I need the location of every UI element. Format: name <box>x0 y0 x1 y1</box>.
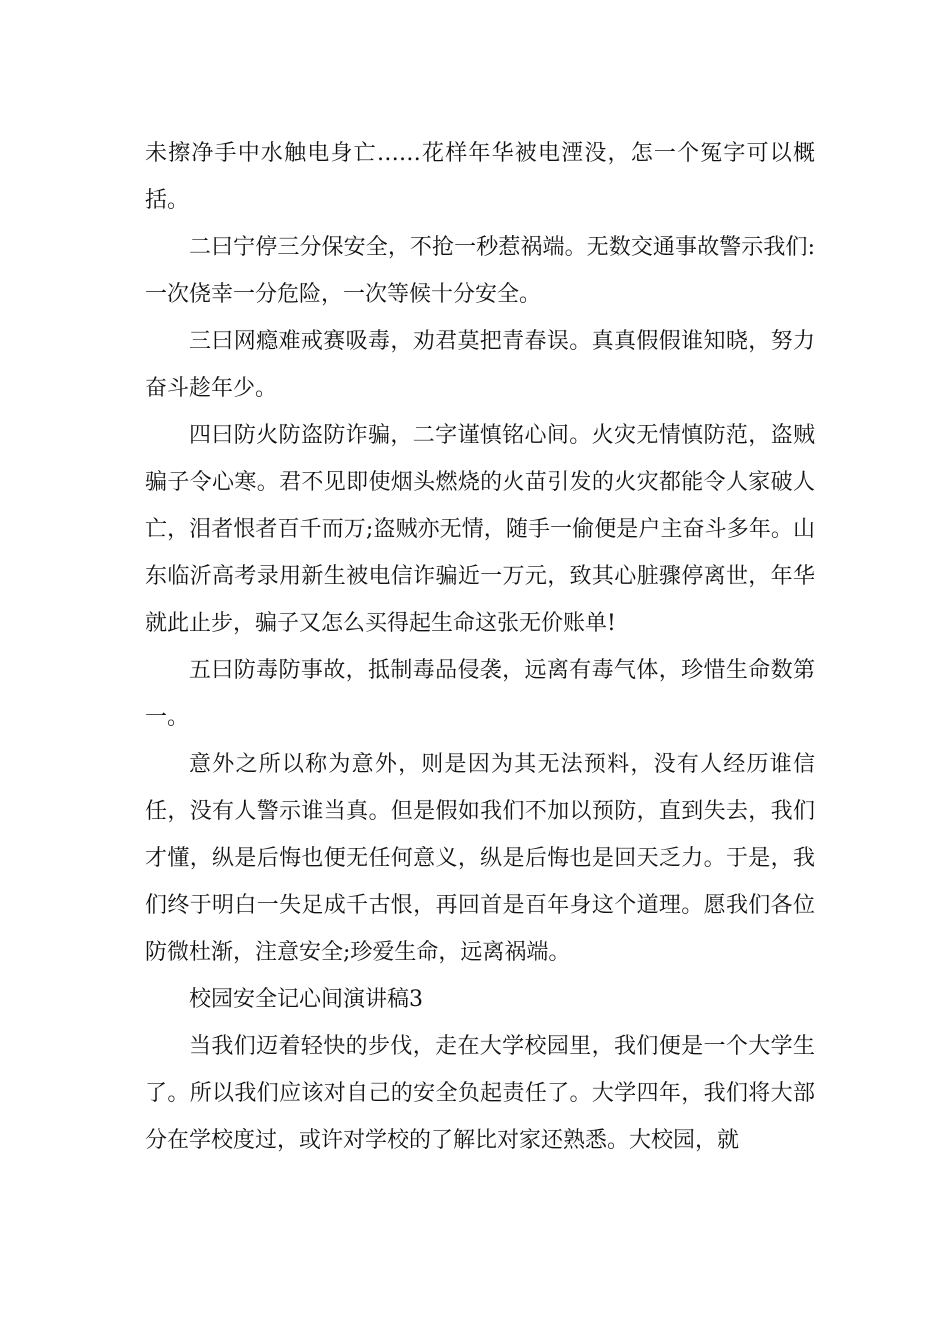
document-page <box>145 130 815 1164</box>
section-heading: 校园安全记心间演讲稿3 <box>189 987 423 1012</box>
paragraph-traffic-safety: 二曰宁停三分保安全，不抢一秒惹祸端。无数交通事故警示我们:一次侥幸一分危险，一次等候十分安全。 <box>145 235 815 307</box>
paragraph-poison-accident: 五曰防毒防事故，抵制毒品侵袭，远离有毒气体，珍惜生命数第一。 <box>145 658 815 730</box>
paragraph-conclusion: 意外之所以称为意外，则是因为其无法预料，没有人经历谁信任，没有人警示谁当真。但是假如我们不加以预防，直到失去，我们才懂，纵是后悔也便无任何意义，纵是后悔也是回天乏力。于是，我们终于明白一失足成千古恨，再回首是百年身这个道理。愿我们各位防微杜渐，注意安全;珍爱生命，远离祸端。 <box>145 752 815 965</box>
paragraph-speech-3-intro: 当我们迈着轻快的步伐，走在大学校园里，我们便是一个大学生了。所以我们应该对自己的安全负起责任了。大学四年，我们将大部分在学校度过，或许对学校的了解比对家还熟悉。大校园，就 <box>145 1034 815 1153</box>
paragraph-continuation: 未擦净手中水触电身亡……花样年华被电湮没，怎一个冤字可以概括。 <box>145 141 815 213</box>
paragraph-fire-theft-fraud: 四曰防火防盗防诈骗，二字谨慎铭心间。火灾无情慎防范，盗贼骗子令心寒。君不见即使烟头燃烧的火苗引发的火灾都能令人家破人亡，泪者恨者百千而万;盗贼亦无情，随手一偷便是户主奋斗多年。山东临沂高考录用新生被电信诈骗近一万元，致其心脏骤停离世，年华就此止步，骗子又怎么买得起生命这张无价账单! <box>145 423 815 636</box>
paragraph-internet-addiction: 三曰网瘾难戒赛吸毒，劝君莫把青春误。真真假假谁知晓，努力奋斗趁年少。 <box>145 329 815 401</box>
